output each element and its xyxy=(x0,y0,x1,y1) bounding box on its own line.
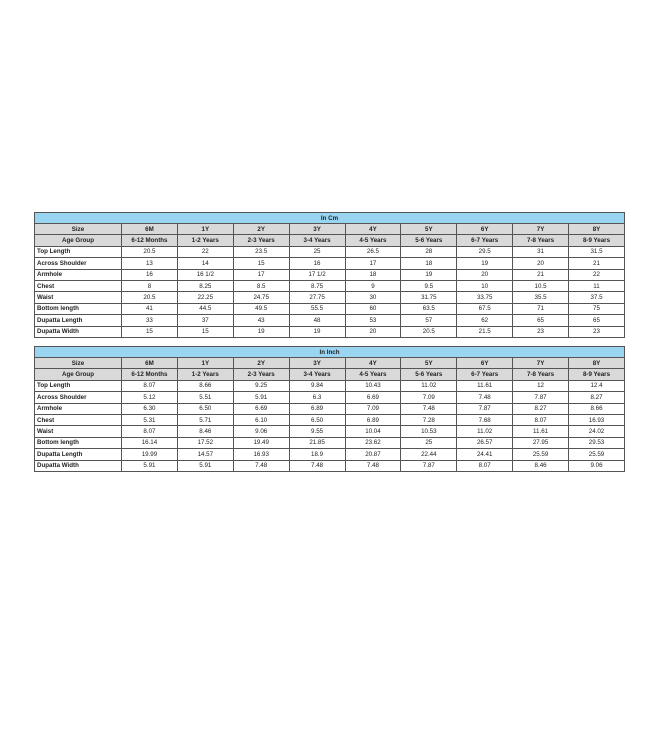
table-cell: 8.75 xyxy=(289,280,345,291)
table-cell: 5.71 xyxy=(177,414,233,425)
size-header-cell: 5Y xyxy=(401,224,457,235)
table-cell: 41 xyxy=(122,303,178,314)
row-label: Dupatta Width xyxy=(35,460,122,471)
table-cell: 6.3 xyxy=(289,392,345,403)
table-title: In Inch xyxy=(35,347,625,358)
table-cell: 26.5 xyxy=(345,246,401,257)
row-label: Top Length xyxy=(35,246,122,257)
table-cell: 11.61 xyxy=(513,426,569,437)
table-cell: 5.31 xyxy=(122,414,178,425)
age-header-cell: 2-3 Years xyxy=(233,369,289,380)
table-cell: 12 xyxy=(513,380,569,391)
table-cell: 55.5 xyxy=(289,303,345,314)
table-cell: 9.25 xyxy=(233,380,289,391)
table-cell: 10.5 xyxy=(513,280,569,291)
table-cell: 6.50 xyxy=(289,414,345,425)
age-header-cell: 6-7 Years xyxy=(457,369,513,380)
table-cell: 5.91 xyxy=(233,392,289,403)
size-header-cell: 7Y xyxy=(513,224,569,235)
table-cell: 23.5 xyxy=(233,246,289,257)
table-cell: 20.5 xyxy=(401,326,457,337)
size-header-row xyxy=(35,358,625,369)
table-cell: 7.28 xyxy=(401,414,457,425)
table-row xyxy=(35,449,625,460)
table-row xyxy=(35,326,625,337)
table-cell: 29.5 xyxy=(457,246,513,257)
table-cell: 11.61 xyxy=(457,380,513,391)
table-cell: 10 xyxy=(457,280,513,291)
table-cell: 11.02 xyxy=(401,380,457,391)
table-title-row xyxy=(35,347,625,358)
table-cell: 20.5 xyxy=(122,292,178,303)
table-cell: 8.25 xyxy=(177,280,233,291)
table-cell: 31.75 xyxy=(401,292,457,303)
size-header-cell: 8Y xyxy=(569,224,625,235)
table-cell: 8.07 xyxy=(457,460,513,471)
table-cell: 6.10 xyxy=(233,414,289,425)
table-cell: 5.91 xyxy=(122,460,178,471)
table-cell: 23 xyxy=(569,326,625,337)
table-cell: 65 xyxy=(569,315,625,326)
age-header-cell: 6-7 Years xyxy=(457,235,513,246)
table-cell: 22.25 xyxy=(177,292,233,303)
age-header-cell: 7-8 Years xyxy=(513,369,569,380)
table-cell: 16 xyxy=(122,269,178,280)
table-cell: 37.5 xyxy=(569,292,625,303)
age-header-cell: 5-6 Years xyxy=(401,369,457,380)
table-cell: 14.57 xyxy=(177,449,233,460)
table-cell: 9.55 xyxy=(289,426,345,437)
size-header-cell: 5Y xyxy=(401,358,457,369)
table-cell: 5.12 xyxy=(122,392,178,403)
size-chart-inch xyxy=(34,346,625,472)
table-cell: 16.14 xyxy=(122,437,178,448)
age-header-cell: Age Group xyxy=(35,369,122,380)
table-cell: 8.27 xyxy=(569,392,625,403)
row-label: Across Shoulder xyxy=(35,392,122,403)
table-cell: 62 xyxy=(457,315,513,326)
table-cell: 5.51 xyxy=(177,392,233,403)
table-cell: 33.75 xyxy=(457,292,513,303)
row-label: Armhole xyxy=(35,269,122,280)
size-header-cell: 7Y xyxy=(513,358,569,369)
size-table-inch xyxy=(34,346,625,472)
table-cell: 13 xyxy=(122,258,178,269)
age-header-cell: 1-2 Years xyxy=(177,235,233,246)
table-cell: 19 xyxy=(289,326,345,337)
table-cell: 18 xyxy=(401,258,457,269)
size-header-cell: 3Y xyxy=(289,358,345,369)
table-cell: 15 xyxy=(177,326,233,337)
row-label: Bottom length xyxy=(35,437,122,448)
table-cell: 15 xyxy=(233,258,289,269)
row-label: Top Length xyxy=(35,380,122,391)
table-row xyxy=(35,269,625,280)
age-header-cell: 2-3 Years xyxy=(233,235,289,246)
table-cell: 16.93 xyxy=(233,449,289,460)
table-cell: 7.68 xyxy=(457,414,513,425)
table-cell: 8 xyxy=(122,280,178,291)
table-cell: 23.62 xyxy=(345,437,401,448)
table-cell: 6.89 xyxy=(289,403,345,414)
size-header-cell: 4Y xyxy=(345,358,401,369)
table-title: In Cm xyxy=(35,213,625,224)
table-cell: 18 xyxy=(345,269,401,280)
table-cell: 6.30 xyxy=(122,403,178,414)
table-cell: 57 xyxy=(401,315,457,326)
table-cell: 8.5 xyxy=(233,280,289,291)
table-row xyxy=(35,315,625,326)
size-header-cell: 8Y xyxy=(569,358,625,369)
table-cell: 48 xyxy=(289,315,345,326)
table-cell: 7.48 xyxy=(457,392,513,403)
table-cell: 71 xyxy=(513,303,569,314)
table-cell: 31.5 xyxy=(569,246,625,257)
table-cell: 8.66 xyxy=(177,380,233,391)
table-cell: 23 xyxy=(513,326,569,337)
size-header-cell: 6M xyxy=(122,358,178,369)
table-cell: 7.48 xyxy=(345,460,401,471)
table-cell: 37 xyxy=(177,315,233,326)
table-cell: 24.75 xyxy=(233,292,289,303)
table-cell: 19.49 xyxy=(233,437,289,448)
table-cell: 24.41 xyxy=(457,449,513,460)
age-header-cell: 3-4 Years xyxy=(289,235,345,246)
table-cell: 28 xyxy=(401,246,457,257)
table-cell: 7.87 xyxy=(513,392,569,403)
table-cell: 49.5 xyxy=(233,303,289,314)
age-header-cell: 4-5 Years xyxy=(345,369,401,380)
table-row xyxy=(35,392,625,403)
row-label: Chest xyxy=(35,280,122,291)
table-cell: 7.48 xyxy=(289,460,345,471)
size-table-cm xyxy=(34,212,625,338)
table-cell: 8.07 xyxy=(513,414,569,425)
row-label: Waist xyxy=(35,426,122,437)
table-cell: 30 xyxy=(345,292,401,303)
size-header-cell: 4Y xyxy=(345,224,401,235)
table-cell: 20.5 xyxy=(122,246,178,257)
table-cell: 27.75 xyxy=(289,292,345,303)
age-group-header-row xyxy=(35,235,625,246)
age-header-cell: 7-8 Years xyxy=(513,235,569,246)
table-cell: 19 xyxy=(457,258,513,269)
row-label: Dupatta Length xyxy=(35,449,122,460)
table-cell: 18.9 xyxy=(289,449,345,460)
table-row xyxy=(35,437,625,448)
table-row xyxy=(35,403,625,414)
table-cell: 10.53 xyxy=(401,426,457,437)
size-header-cell: 6M xyxy=(122,224,178,235)
row-label: Dupatta Length xyxy=(35,315,122,326)
table-cell: 8.27 xyxy=(513,403,569,414)
age-header-cell: Age Group xyxy=(35,235,122,246)
table-cell: 25.59 xyxy=(513,449,569,460)
row-label: Armhole xyxy=(35,403,122,414)
table-cell: 16 1/2 xyxy=(177,269,233,280)
table-cell: 17 1/2 xyxy=(289,269,345,280)
table-cell: 15 xyxy=(122,326,178,337)
age-header-cell: 4-5 Years xyxy=(345,235,401,246)
table-cell: 8.46 xyxy=(177,426,233,437)
table-cell: 63.5 xyxy=(401,303,457,314)
table-cell: 6.89 xyxy=(345,414,401,425)
table-cell: 25 xyxy=(401,437,457,448)
table-cell: 7.48 xyxy=(233,460,289,471)
row-label: Chest xyxy=(35,414,122,425)
table-cell: 21.5 xyxy=(457,326,513,337)
age-header-cell: 5-6 Years xyxy=(401,235,457,246)
table-cell: 43 xyxy=(233,315,289,326)
table-cell: 21 xyxy=(513,269,569,280)
age-header-cell: 3-4 Years xyxy=(289,369,345,380)
table-cell: 22 xyxy=(569,269,625,280)
table-cell: 6.69 xyxy=(233,403,289,414)
table-row xyxy=(35,280,625,291)
table-cell: 7.87 xyxy=(401,460,457,471)
table-cell: 25 xyxy=(289,246,345,257)
size-header-row xyxy=(35,224,625,235)
table-cell: 19 xyxy=(233,326,289,337)
age-group-header-row xyxy=(35,369,625,380)
table-cell: 9.84 xyxy=(289,380,345,391)
row-label: Bottom length xyxy=(35,303,122,314)
table-cell: 16.93 xyxy=(569,414,625,425)
table-cell: 67.5 xyxy=(457,303,513,314)
size-header-cell: Size xyxy=(35,224,122,235)
size-header-cell: 2Y xyxy=(233,358,289,369)
table-cell: 7.87 xyxy=(457,403,513,414)
row-label: Across Shoulder xyxy=(35,258,122,269)
table-cell: 10.04 xyxy=(345,426,401,437)
table-cell: 17.52 xyxy=(177,437,233,448)
table-cell: 9.5 xyxy=(401,280,457,291)
size-header-cell: 6Y xyxy=(457,224,513,235)
table-cell: 11 xyxy=(569,280,625,291)
table-cell: 5.91 xyxy=(177,460,233,471)
table-cell: 22.44 xyxy=(401,449,457,460)
table-cell: 26.57 xyxy=(457,437,513,448)
row-label: Dupatta Width xyxy=(35,326,122,337)
size-chart-cm xyxy=(34,212,625,338)
table-cell: 22 xyxy=(177,246,233,257)
row-label: Waist xyxy=(35,292,122,303)
table-row xyxy=(35,380,625,391)
table-cell: 8.07 xyxy=(122,426,178,437)
table-cell: 6.69 xyxy=(345,392,401,403)
table-cell: 17 xyxy=(345,258,401,269)
age-header-cell: 6-12 Months xyxy=(122,235,178,246)
table-row xyxy=(35,292,625,303)
table-cell: 27.95 xyxy=(513,437,569,448)
size-header-cell: 1Y xyxy=(177,358,233,369)
table-cell: 21 xyxy=(569,258,625,269)
table-cell: 60 xyxy=(345,303,401,314)
age-header-cell: 1-2 Years xyxy=(177,369,233,380)
table-cell: 20.87 xyxy=(345,449,401,460)
size-header-cell: 3Y xyxy=(289,224,345,235)
table-row xyxy=(35,414,625,425)
age-header-cell: 8-9 Years xyxy=(569,235,625,246)
table-title-row xyxy=(35,213,625,224)
table-cell: 7.09 xyxy=(401,392,457,403)
table-cell: 16 xyxy=(289,258,345,269)
table-cell: 20 xyxy=(345,326,401,337)
table-cell: 11.02 xyxy=(457,426,513,437)
size-header-cell: Size xyxy=(35,358,122,369)
table-cell: 7.09 xyxy=(345,403,401,414)
size-header-cell: 1Y xyxy=(177,224,233,235)
table-row xyxy=(35,258,625,269)
table-cell: 9.06 xyxy=(569,460,625,471)
age-header-cell: 8-9 Years xyxy=(569,369,625,380)
table-row xyxy=(35,303,625,314)
table-cell: 19 xyxy=(401,269,457,280)
table-cell: 53 xyxy=(345,315,401,326)
table-cell: 8.46 xyxy=(513,460,569,471)
table-row xyxy=(35,426,625,437)
table-cell: 7.48 xyxy=(401,403,457,414)
table-cell: 14 xyxy=(177,258,233,269)
table-cell: 31 xyxy=(513,246,569,257)
table-cell: 20 xyxy=(513,258,569,269)
table-cell: 9.06 xyxy=(233,426,289,437)
table-cell: 29.53 xyxy=(569,437,625,448)
size-header-cell: 6Y xyxy=(457,358,513,369)
table-cell: 33 xyxy=(122,315,178,326)
table-cell: 75 xyxy=(569,303,625,314)
table-row xyxy=(35,460,625,471)
age-header-cell: 6-12 Months xyxy=(122,369,178,380)
table-cell: 17 xyxy=(233,269,289,280)
table-cell: 44.5 xyxy=(177,303,233,314)
table-row xyxy=(35,246,625,257)
table-cell: 24.02 xyxy=(569,426,625,437)
table-cell: 8.07 xyxy=(122,380,178,391)
table-cell: 21.85 xyxy=(289,437,345,448)
table-cell: 12.4 xyxy=(569,380,625,391)
table-cell: 35.5 xyxy=(513,292,569,303)
table-cell: 10.43 xyxy=(345,380,401,391)
table-cell: 65 xyxy=(513,315,569,326)
table-cell: 25.59 xyxy=(569,449,625,460)
size-header-cell: 2Y xyxy=(233,224,289,235)
table-cell: 19.99 xyxy=(122,449,178,460)
table-cell: 9 xyxy=(345,280,401,291)
table-cell: 6.50 xyxy=(177,403,233,414)
table-cell: 20 xyxy=(457,269,513,280)
table-cell: 8.66 xyxy=(569,403,625,414)
